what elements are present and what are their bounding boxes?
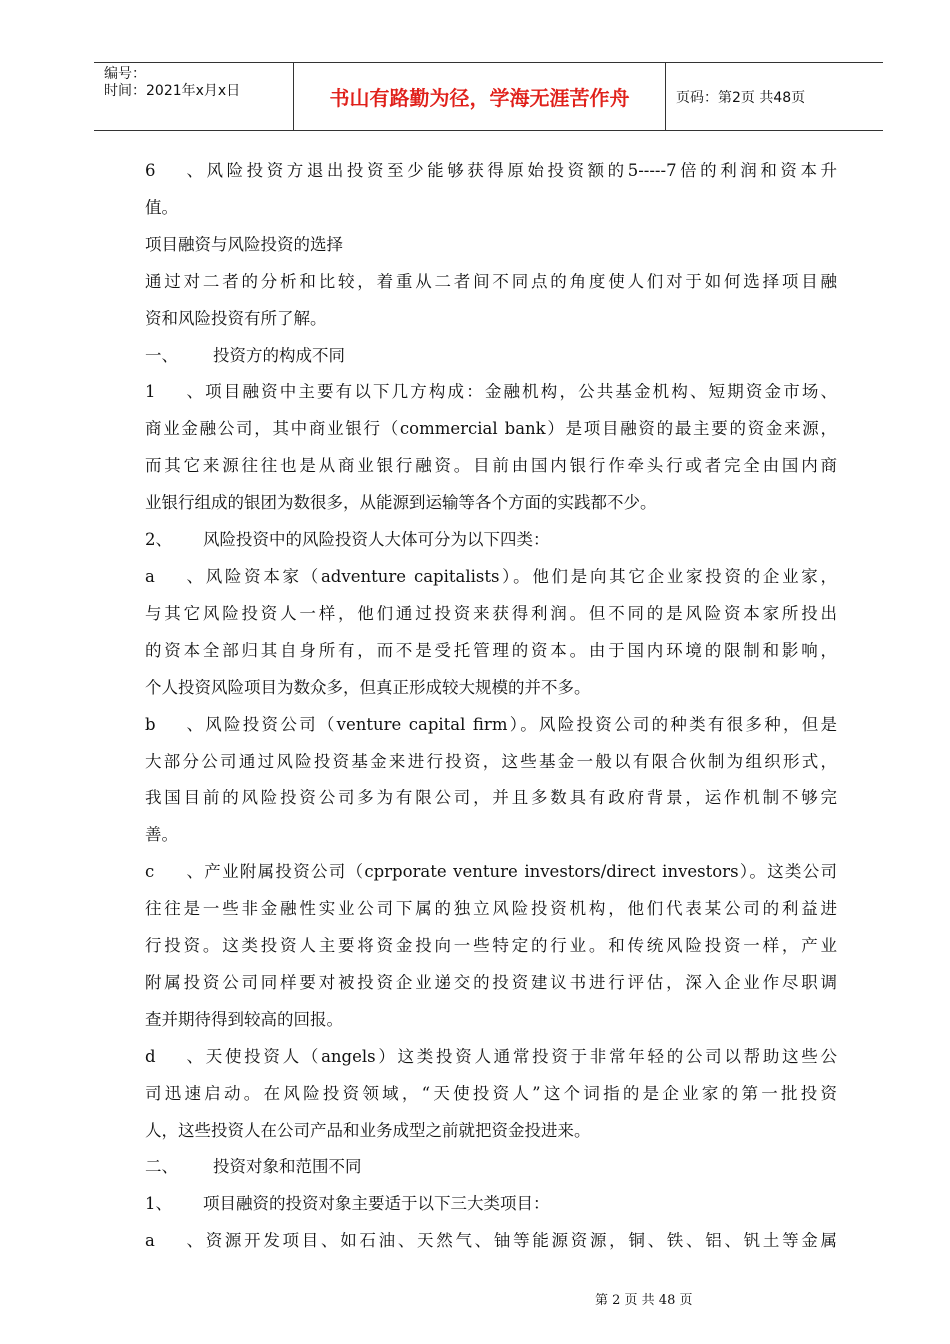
line-text: 投资对象和范围不同 bbox=[213, 1157, 362, 1177]
text-line bbox=[145, 153, 837, 190]
text-line bbox=[145, 1002, 837, 1039]
line-text: 值。 bbox=[145, 197, 178, 217]
document-body bbox=[145, 153, 837, 1260]
text-line bbox=[145, 559, 837, 596]
line-text: 查并期待得到较高的回报。 bbox=[145, 1009, 343, 1029]
text-line bbox=[145, 891, 837, 928]
text-line bbox=[145, 374, 837, 411]
text-line bbox=[145, 227, 837, 264]
header-date: 时间：2021年x月x日 bbox=[104, 83, 241, 99]
text-line bbox=[145, 780, 837, 817]
line-text: 个人投资风险项目为数众多，但真正形成较大规模的并不多。 bbox=[145, 677, 591, 697]
text-line bbox=[145, 596, 837, 633]
text-line bbox=[145, 1149, 837, 1186]
line-text: 投资方的构成不同 bbox=[213, 345, 345, 365]
text-line bbox=[145, 707, 837, 744]
page-header bbox=[94, 62, 883, 131]
line-text: 项目融资中主要有以下几方构成：金融机构，公共基金机构、短期资金市场、 bbox=[203, 382, 837, 402]
text-line bbox=[145, 522, 837, 559]
line-text: 商业金融公司，其中商业银行（commercial bank）是项目融资的最主要的资金来源， bbox=[145, 419, 837, 439]
text-line bbox=[145, 1113, 837, 1150]
line-text: 风险投资中的风险投资人大体可分为以下四类： bbox=[203, 530, 550, 550]
line-text: 资和风险投资有所了解。 bbox=[145, 308, 327, 328]
text-line bbox=[145, 448, 837, 485]
text-line bbox=[145, 485, 837, 522]
item-number: 2、 bbox=[145, 530, 172, 550]
line-text: 善。 bbox=[145, 825, 178, 845]
line-text: 大部分公司通过风险投资基金来进行投资，这些基金一般以有限合伙制为组织形式， bbox=[145, 751, 837, 771]
text-line bbox=[145, 1186, 837, 1223]
line-text: 天使投资人（angels）这类投资人通常投资于非常年轻的公司以帮助这些公 bbox=[203, 1046, 837, 1066]
line-text: 项目融资与风险投资的选择 bbox=[145, 234, 343, 254]
text-line bbox=[145, 190, 837, 227]
text-line bbox=[145, 965, 837, 1002]
line-text: 往往是一些非金融性实业公司下属的独立风险投资机构，他们代表某公司的利益进 bbox=[145, 899, 837, 919]
line-text: 行投资。这类投资人主要将资金投向一些特定的行业。和传统风险投资一样，产业 bbox=[145, 936, 837, 956]
text-line bbox=[145, 1076, 837, 1113]
line-text: 资源开发项目、如石油、天然气、铀等能源资源，铜、铁、铝、钒土等金属 bbox=[203, 1231, 837, 1251]
item-number: a、 bbox=[145, 1231, 203, 1251]
line-text: 通过对二者的分析和比较，着重从二者间不同点的角度使人们对于如何选择项目融 bbox=[145, 271, 837, 291]
item-number: a、 bbox=[145, 566, 203, 586]
line-text: 司迅速启动。在风险投资领域，“天使投资人”这个词指的是企业家的第一批投资 bbox=[145, 1083, 837, 1103]
text-line bbox=[145, 928, 837, 965]
item-number: 一、 bbox=[145, 345, 178, 365]
header-slogan: 书山有路勤为径，学海无涯苦作舟 bbox=[294, 63, 666, 130]
text-line bbox=[145, 338, 837, 375]
item-number: 二、 bbox=[145, 1157, 178, 1177]
line-text: 与其它风险投资人一样，他们通过投资来获得利润。但不同的是风险资本家所投出 bbox=[145, 603, 837, 623]
text-line bbox=[145, 670, 837, 707]
header-page-info: 页码：第2页 共48页 bbox=[676, 89, 806, 106]
text-line bbox=[145, 1039, 837, 1076]
line-text: 而其它来源往往也是从商业银行融资。目前由国内银行作牵头行或者完全由国内商 bbox=[145, 456, 837, 476]
item-number: d、 bbox=[145, 1046, 203, 1066]
text-line bbox=[145, 264, 837, 301]
line-text: 风险资本家（adventure capitalists）。他们是向其它企业家投资的企业家， bbox=[203, 566, 837, 586]
page-footer: 第 2 页 共 48 页 bbox=[595, 1293, 693, 1308]
item-number: c、 bbox=[145, 862, 203, 882]
line-text: 业银行组成的银团为数很多，从能源到运输等各个方面的实践都不少。 bbox=[145, 493, 657, 513]
item-number: 1、 bbox=[145, 1194, 172, 1214]
item-number: 1、 bbox=[145, 382, 203, 402]
text-line bbox=[145, 817, 837, 854]
text-line bbox=[145, 301, 837, 338]
line-text: 我国目前的风险投资公司多为有限公司，并且多数具有政府背景，运作机制不够完 bbox=[145, 788, 837, 808]
line-text: 附属投资公司同样要对被投资企业递交的投资建议书进行评估，深入企业作尽职调 bbox=[145, 972, 837, 992]
line-text: 人，这些投资人在公司产品和业务成型之前就把资金投进来。 bbox=[145, 1120, 591, 1140]
line-text: 产业附属投资公司（cprporate venture investors/direct investors）。这类公司 bbox=[203, 862, 837, 882]
text-line bbox=[145, 633, 837, 670]
text-line bbox=[145, 1223, 837, 1260]
header-number-label: 编号： bbox=[104, 66, 146, 82]
text-line bbox=[145, 744, 837, 781]
line-text: 项目融资的投资对象主要适于以下三大类项目： bbox=[203, 1194, 550, 1214]
text-line bbox=[145, 854, 837, 891]
item-number: 6、 bbox=[145, 161, 203, 180]
line-text: 风险投资公司（venture capital firm）。风险投资公司的种类有很多种，但是 bbox=[203, 714, 837, 734]
item-number: b、 bbox=[145, 714, 203, 734]
line-text: 的资本全部归其自身所有，而不是受托管理的资本。由于国内环境的限制和影响， bbox=[145, 640, 837, 660]
text-line bbox=[145, 411, 837, 448]
header-meta bbox=[94, 63, 294, 130]
line-text: 风险投资方退出投资至少能够获得原始投资额的5-----7倍的利润和资本升 bbox=[203, 161, 837, 180]
